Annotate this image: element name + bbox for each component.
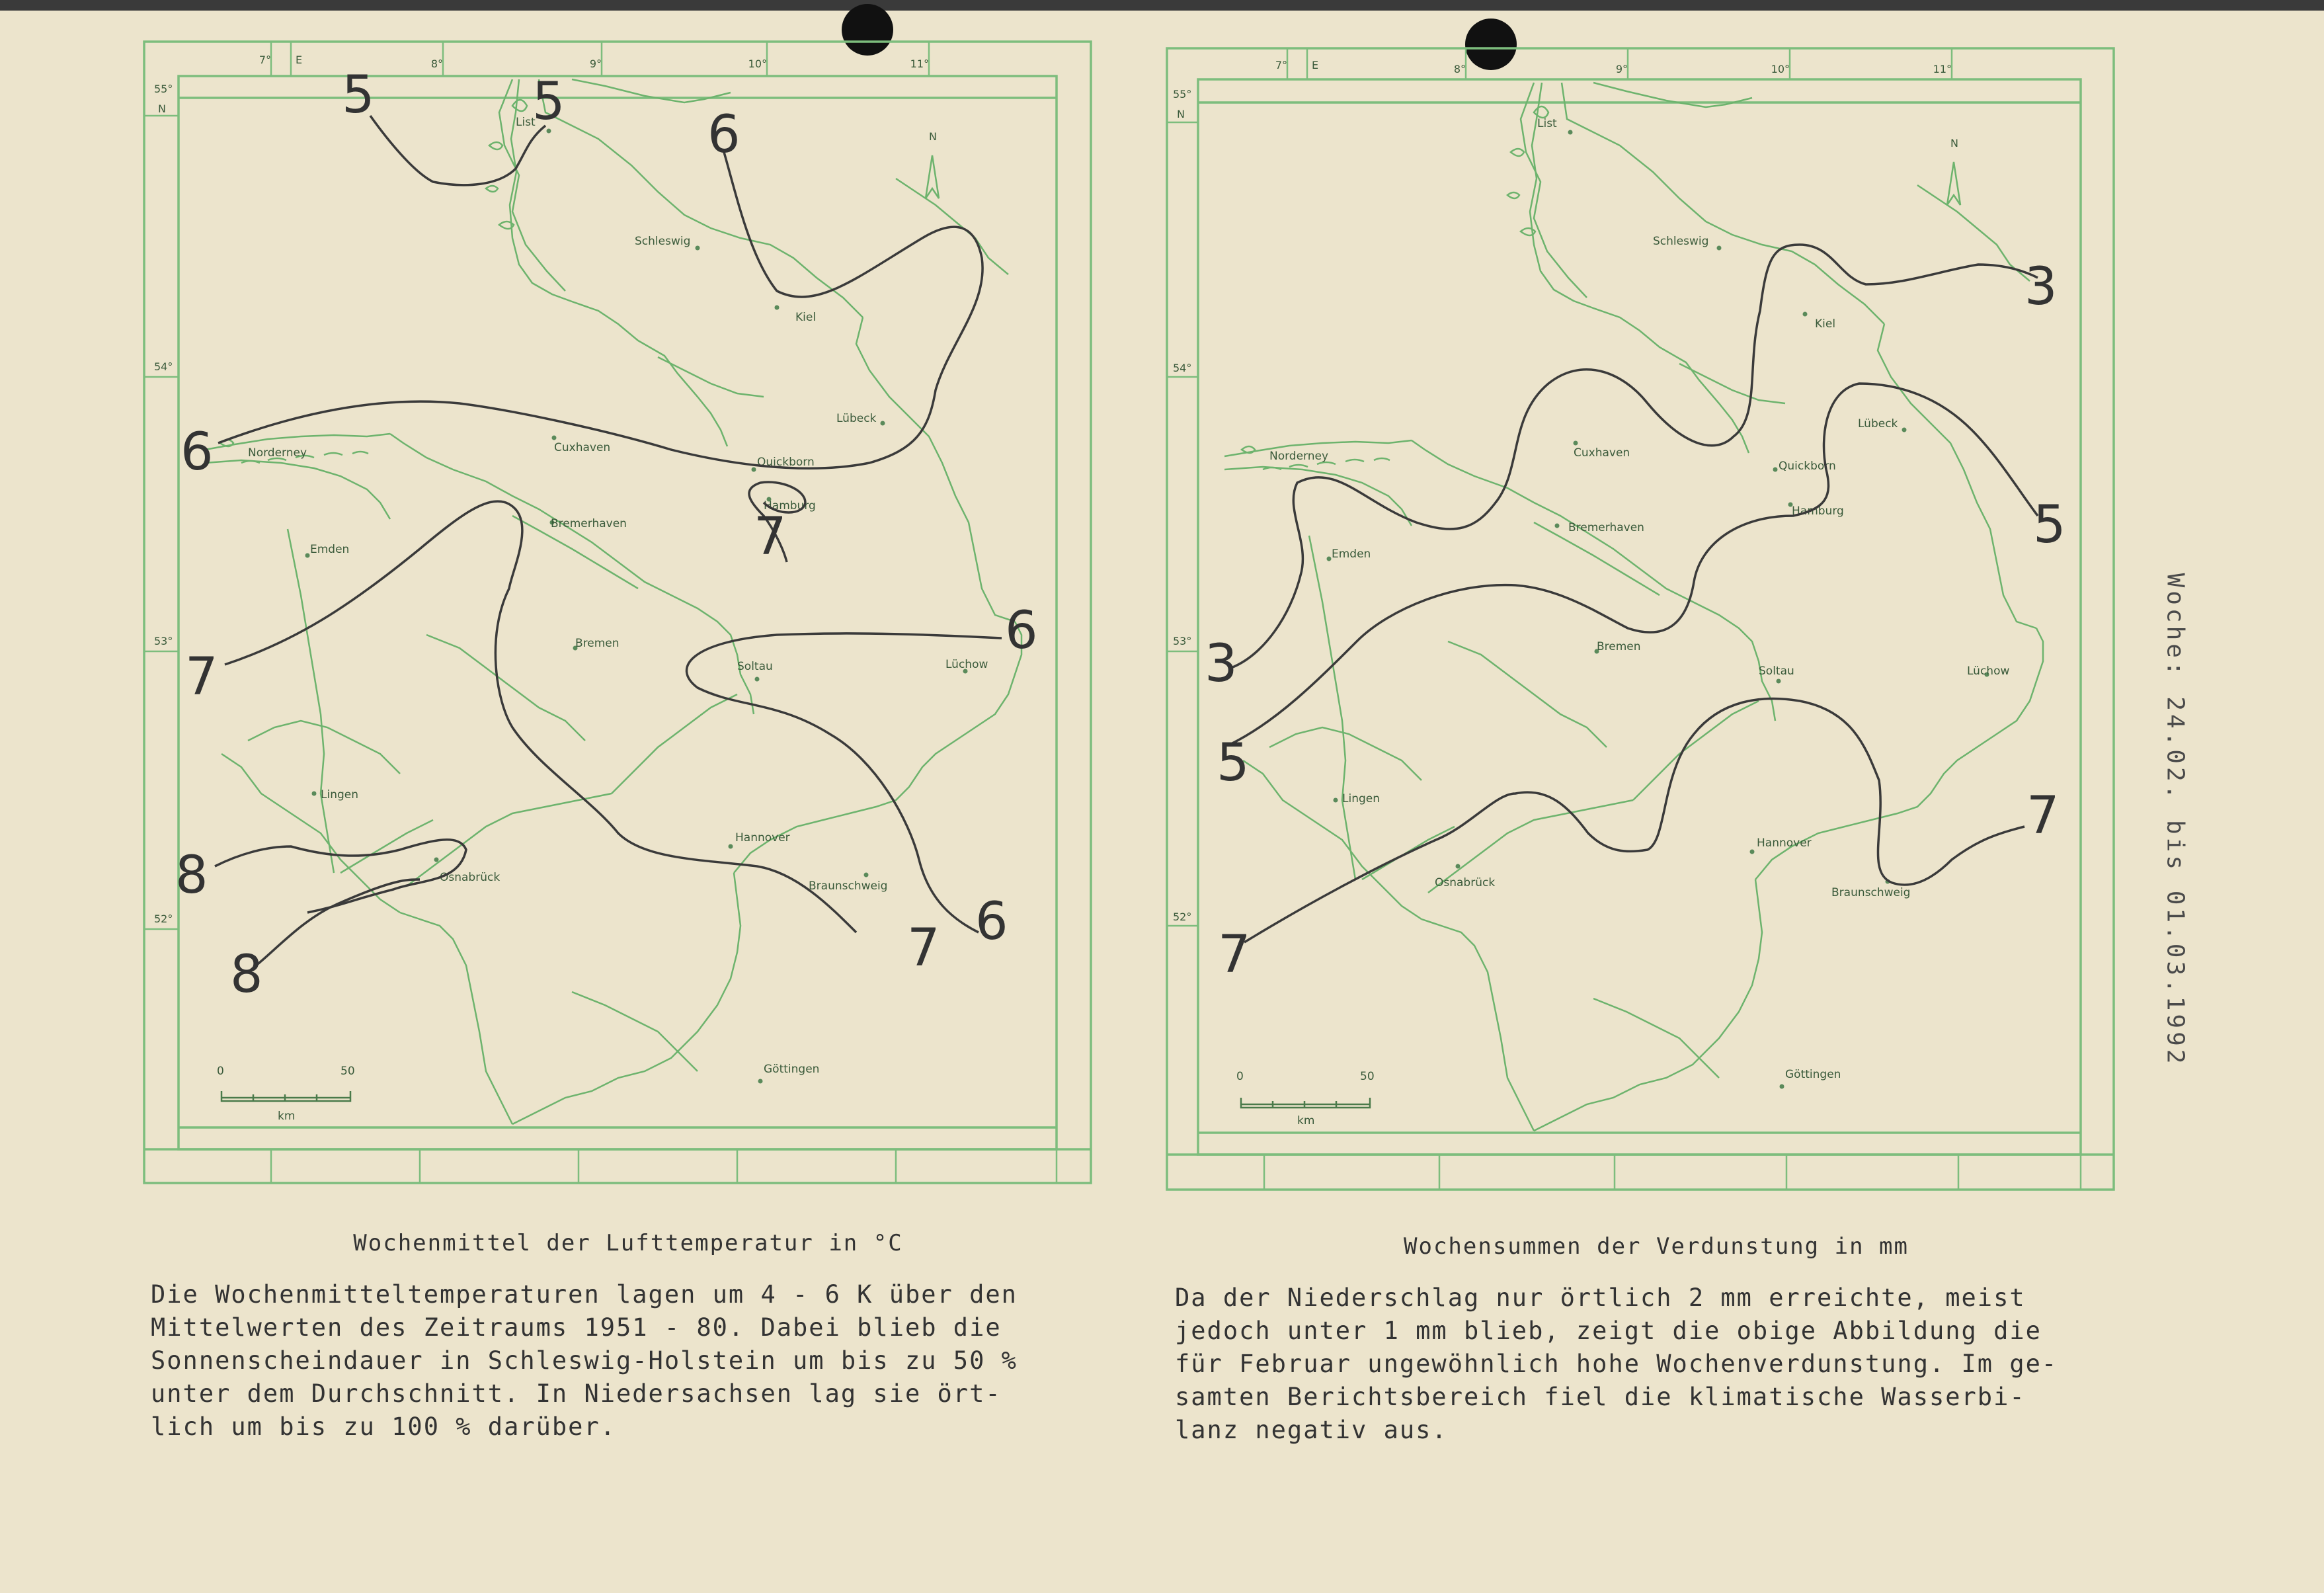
city-bremen: Bremen [575,637,620,650]
tick-lat-n: N [158,102,166,115]
tick-lat-54: 54° [1173,362,1192,374]
description-line: lich um bis zu 100 % darüber. [151,1412,617,1441]
iso-label: 6 [707,105,741,165]
city-quickborn: Quickborn [1779,460,1836,473]
tick-lon-9: 9° [589,58,602,70]
tick-lon-11: 11° [910,58,929,70]
temperature-map [142,40,1094,1190]
city-soltau: Soltau [1759,665,1794,678]
week-label: Woche: 24.02. bis 01.03.1992 [2161,573,2189,1067]
city-hamburg: Hamburg [764,499,816,512]
iso-label: 8 [230,945,263,1004]
description-line: unter dem Durchschnitt. In Niedersachsen lag sie ört- [151,1379,1002,1408]
city-list: List [516,116,536,129]
iso-label: 3 [2024,257,2058,317]
city-bremen: Bremen [1597,640,1641,653]
iso-label: 3 [1205,634,1238,694]
graticule-ticks [144,42,1057,1184]
tick-lat-53: 53° [154,635,173,647]
city-lingen: Lingen [1342,792,1380,805]
description-line: Sonnenscheindauer in Schleswig-Holstein um bis zu 50 % [151,1346,1018,1375]
tick-lat-n: N [1177,108,1185,120]
city-schleswig: Schleswig [635,235,691,248]
iso-label: 7 [2026,786,2060,846]
isolines [1231,245,2038,942]
city-hamburg: Hamburg [1792,505,1844,518]
north-label: N [929,130,937,143]
city-bremerhaven: Bremerhaven [1568,521,1644,534]
city-norderney: Norderney [1269,450,1329,463]
city-luechow: Lüchow [945,658,988,671]
city-emden: Emden [310,543,350,556]
iso-label: 7 [907,919,940,978]
city-schleswig: Schleswig [1653,235,1709,248]
description-line: jedoch unter 1 mm blieb, zeigt die obige Abbildung die [1175,1317,2042,1345]
tick-lat-53: 53° [1173,635,1192,647]
north-arrow [926,130,939,198]
scale-zero: 0 [1236,1070,1244,1083]
tick-lon-11: 11° [1933,63,1952,75]
description-line: Mittelwerten des Zeitraums 1951 - 80. Dabei blieb die [151,1313,1002,1342]
scale-fifty: 50 [1360,1070,1375,1083]
city-braunschweig: Braunschweig [809,879,888,893]
tick-lon-7: 7° [1275,59,1287,71]
islands [1242,106,1548,470]
city-quickborn: Quickborn [757,456,815,469]
top-scan-edge [0,0,2324,11]
city-braunschweig: Braunschweig [1831,886,1911,899]
tick-lat-55: 55° [1173,88,1192,101]
city-goettingen: Göttingen [764,1063,820,1076]
scale-fifty: 50 [341,1065,355,1078]
evaporation-caption: Wochensummen der Verdunstung in mm [1404,1233,1909,1260]
isoline-labels [1205,257,2066,985]
north-arrow [1947,137,1960,205]
city-list: List [1537,117,1557,130]
iso-label: 7 [185,647,218,707]
cities [1269,117,2009,1089]
description-line: lanz negativ aus. [1175,1416,1448,1444]
tick-lon-8: 8° [1453,63,1466,75]
description-line: für Februar ungewöhnlich hohe Wochenverdunstung. Im ge- [1175,1350,2058,1378]
iso-label: 6 [975,892,1008,952]
city-hannover: Hannover [735,831,790,844]
iso-label: 8 [175,846,208,905]
north-label: N [1950,137,1958,149]
iso-label: 6 [1005,601,1038,661]
cities [248,116,988,1084]
city-cuxhaven: Cuxhaven [1574,446,1630,460]
iso-label: 7 [754,507,787,567]
description-line: Da der Niederschlag nur örtlich 2 mm erreichte, meist [1175,1284,2026,1312]
scale-zero: 0 [217,1065,224,1078]
coastline-and-borders [1224,83,2043,1131]
tick-lat-52: 52° [1173,911,1192,923]
evaporation-description [1175,1282,2134,1447]
scale-bar [217,1065,355,1123]
tick-lon-10: 10° [748,58,767,70]
islands [220,100,527,463]
evaporation-map [1165,46,2117,1197]
scale-bar [1236,1070,1375,1127]
city-luebeck: Lübeck [836,412,877,425]
city-hannover: Hannover [1757,837,1812,850]
graticule-ticks [1167,48,2081,1190]
tick-lon-8: 8° [430,58,443,70]
iso-label: 5 [532,72,565,132]
scale-unit: km [1297,1114,1315,1127]
city-norderney: Norderney [248,446,307,460]
city-luechow: Lüchow [1967,665,2010,678]
tick-lon-e: E [296,54,303,66]
city-emden: Emden [1332,548,1371,561]
city-cuxhaven: Cuxhaven [554,441,611,454]
city-goettingen: Göttingen [1785,1068,1841,1081]
description-line: samten Berichtsbereich fiel die klimatische Wasserbi- [1175,1383,2026,1411]
description-line: Die Wochenmitteltemperaturen lagen um 4 - 6 K über den [151,1280,1018,1309]
tick-lat-52: 52° [154,913,173,925]
temperature-description [151,1278,1109,1444]
tick-lon-7: 7° [259,54,271,66]
tick-lon-e: E [1312,59,1319,71]
tick-lat-55: 55° [154,83,173,95]
iso-label: 5 [342,65,375,125]
city-osnabrueck: Osnabrück [1435,876,1496,889]
city-bremerhaven: Bremerhaven [551,517,627,530]
tick-lon-10: 10° [1771,63,1790,75]
iso-label: 5 [2033,495,2066,555]
city-soltau: Soltau [737,660,773,673]
city-luebeck: Lübeck [1858,417,1898,430]
iso-label: 5 [1217,733,1250,793]
tick-lat-54: 54° [154,360,173,373]
city-osnabrueck: Osnabrück [440,871,501,884]
city-lingen: Lingen [321,788,358,801]
scale-unit: km [278,1110,296,1123]
iso-label: 6 [180,423,214,482]
tick-lon-9: 9° [1615,63,1628,75]
city-kiel: Kiel [1815,317,1836,331]
city-kiel: Kiel [795,311,817,324]
isoline-labels [175,65,1038,1004]
coastline-and-borders [205,79,1022,1124]
temperature-caption: Wochenmittel der Lufttemperatur in °C [353,1230,903,1256]
iso-label: 7 [1218,925,1251,985]
